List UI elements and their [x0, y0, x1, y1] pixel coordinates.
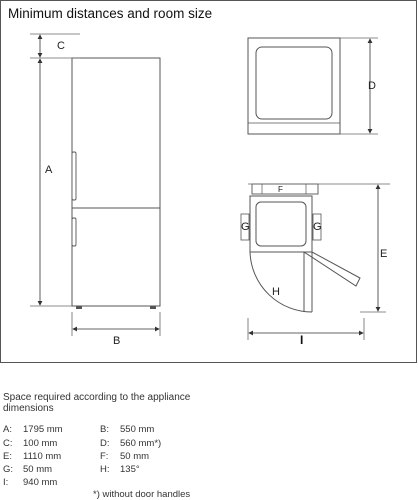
dim-c-label: C — [57, 40, 65, 52]
dim-e-label: E — [380, 248, 388, 260]
spec-h — [100, 464, 140, 475]
spec-value: 940 mm — [23, 477, 58, 488]
spec-key: I: — [3, 477, 9, 488]
open-body-inner — [256, 202, 306, 246]
dim-b-label: B — [113, 335, 121, 347]
fridge-front-view — [30, 34, 160, 347]
spec-key: G: — [3, 464, 14, 475]
dim-f-label: F — [278, 185, 283, 194]
spec-f — [100, 451, 149, 462]
spec-key: B: — [100, 424, 109, 435]
spec-value: 50 mm — [120, 451, 150, 462]
spec-value: 560 mm*) — [120, 438, 162, 449]
top-view-inner — [256, 47, 332, 119]
spec-key: E: — [3, 451, 12, 462]
spec-value: 550 mm — [120, 424, 155, 435]
fridge-foot-left — [76, 306, 82, 309]
door-swing-arc — [250, 252, 312, 312]
spec-value: 50 mm — [23, 464, 53, 475]
open-body — [250, 196, 312, 252]
upper-door-handle — [72, 152, 76, 200]
dim-h-label: H — [272, 286, 280, 298]
spec-key: F: — [100, 451, 109, 462]
top-view-body — [248, 38, 340, 134]
spec-e — [3, 451, 61, 462]
footnote: *) without door handles — [93, 489, 191, 500]
spec-value: 1110 mm — [23, 451, 62, 462]
spec-value: 1795 mm — [23, 424, 63, 435]
fridge-foot-right — [150, 306, 156, 309]
spec-value: 135° — [120, 464, 140, 475]
spec-c — [3, 438, 57, 449]
spec-key: D: — [100, 438, 110, 449]
lower-door-handle — [72, 218, 76, 246]
spec-a — [3, 424, 63, 435]
dim-i-label: I — [300, 333, 304, 347]
fridge-top-view — [248, 38, 378, 134]
spec-b — [100, 424, 154, 435]
spec-value: 100 mm — [23, 438, 58, 449]
spec-key: C: — [3, 438, 13, 449]
dim-g-right-label: G — [313, 221, 322, 233]
caption: Space required according to the appliance dimensions — [3, 392, 191, 414]
fridge-open-door-view — [241, 184, 390, 347]
dim-a-label: A — [45, 164, 53, 176]
spec-i — [3, 477, 57, 488]
spec-g — [3, 464, 52, 475]
dim-d-label: D — [368, 80, 376, 92]
spec-d — [100, 438, 161, 449]
spec-key: H: — [100, 464, 110, 475]
spec-key: A: — [3, 424, 12, 435]
page-title: Minimum distances and room size — [8, 6, 213, 21]
dim-g-left-label: G — [241, 221, 250, 233]
fridge-body — [72, 58, 160, 306]
